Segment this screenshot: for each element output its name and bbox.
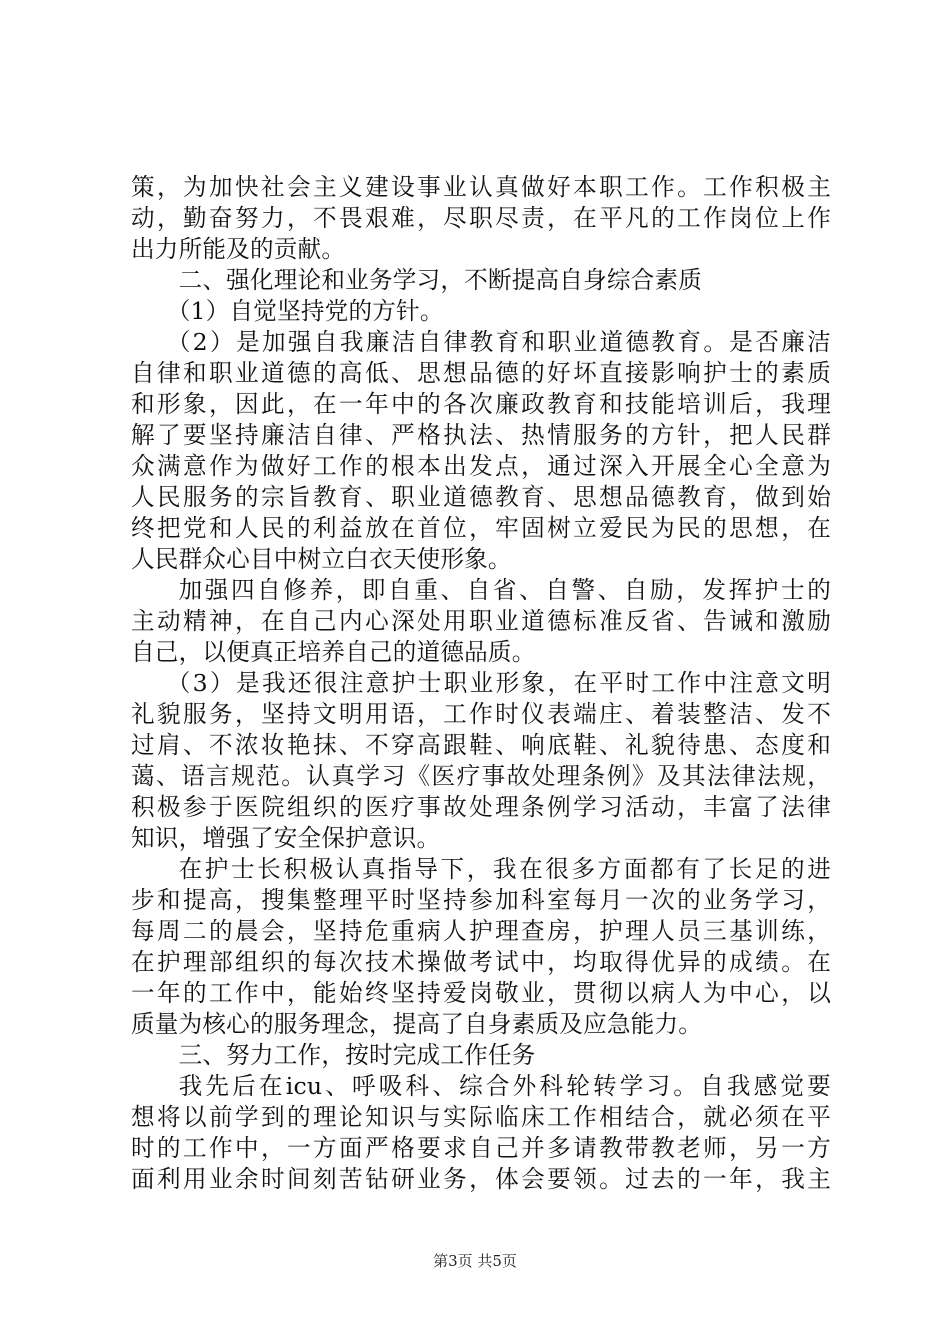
text-line: 动，勤奋努力，不畏艰难，尽职尽责，在平凡的工作岗位上作 bbox=[131, 204, 831, 232]
text-line: 过肩、不浓妆艳抹、不穿高跟鞋、响底鞋、礼貌待患、态度和 bbox=[131, 731, 831, 759]
text-line: （2）是加强自我廉洁自律教育和职业道德教育。是否廉洁 bbox=[166, 328, 831, 356]
text-line: 自律和职业道德的高低、思想品德的好坏直接影响护士的素质 bbox=[131, 359, 831, 387]
text-line: 终把党和人民的利益放在首位，牢固树立爱民为民的思想，在 bbox=[131, 514, 831, 542]
text-line: 人民群众心目中树立白衣天使形象。 bbox=[131, 545, 512, 573]
document-body bbox=[131, 172, 831, 1195]
text-line: 时的工作中，一方面严格要求自己并多请教带教老师，另一方 bbox=[131, 1134, 831, 1162]
text-line: 主动精神，在自己内心深处用职业道德标准反省、告诫和激励 bbox=[131, 607, 831, 635]
text-line: 蔼、语言规范。认真学习《医疗事故处理条例》及其法律法规， bbox=[131, 762, 831, 790]
text-line: 在护士长积极认真指导下，我在很多方面都有了长足的进 bbox=[178, 855, 831, 883]
text-line: （1）自觉坚持党的方针。 bbox=[166, 297, 444, 325]
text-line: 在护理部组织的每次技术操做考试中，均取得优异的成绩。在 bbox=[131, 948, 831, 976]
text-line: 和形象，因此，在一年中的各次廉政教育和技能培训后，我理 bbox=[131, 390, 831, 418]
text-line: 人民服务的宗旨教育、职业道德教育、思想品德教育，做到始 bbox=[131, 483, 831, 511]
text-line: 加强四自修养，即自重、自省、自警、自励，发挥护士的 bbox=[178, 576, 831, 604]
text-line: 二、强化理论和业务学习，不断提高自身综合素质 bbox=[178, 266, 703, 294]
text-line: 我先后在icu、呼吸科、综合外科轮转学习。自我感觉要 bbox=[178, 1072, 831, 1100]
text-line: 知识，增强了安全保护意识。 bbox=[131, 824, 441, 852]
text-line: 解了要坚持廉洁自律、严格执法、热情服务的方针，把人民群 bbox=[131, 421, 831, 449]
text-line: 礼貌服务，坚持文明用语，工作时仪表端庄、着装整洁、发不 bbox=[131, 700, 831, 728]
text-line: 策，为加快社会主义建设事业认真做好本职工作。工作积极主 bbox=[131, 173, 831, 201]
page-footer: 第3页 共5页 bbox=[433, 1252, 517, 1270]
text-line: 面利用业余时间刻苦钻研业务，体会要领。过去的一年，我主 bbox=[131, 1165, 831, 1193]
text-line: 自己，以便真正培养自己的道德品质。 bbox=[131, 638, 536, 666]
text-line: 步和提高，搜集整理平时坚持参加科室每月一次的业务学习， bbox=[131, 886, 831, 914]
text-line: （3）是我还很注意护士职业形象，在平时工作中注意文明 bbox=[166, 669, 831, 697]
text-line: 出力所能及的贡献。 bbox=[131, 235, 346, 263]
text-line: 想将以前学到的理论知识与实际临床工作相结合，就必须在平 bbox=[131, 1103, 831, 1131]
text-line: 众满意作为做好工作的根本出发点，通过深入开展全心全意为 bbox=[131, 452, 831, 480]
text-line: 质量为核心的服务理念，提高了自身素质及应急能力。 bbox=[131, 1010, 703, 1038]
text-line: 每周二的晨会，坚持危重病人护理查房，护理人员三基训练， bbox=[131, 917, 831, 945]
text-line: 一年的工作中，能始终坚持爱岗敬业，贯彻以病人为中心，以 bbox=[131, 979, 831, 1007]
text-line: 三、努力工作，按时完成工作任务 bbox=[178, 1041, 536, 1069]
text-line: 积极参于医院组织的医疗事故处理条例学习活动，丰富了法律 bbox=[131, 793, 831, 821]
